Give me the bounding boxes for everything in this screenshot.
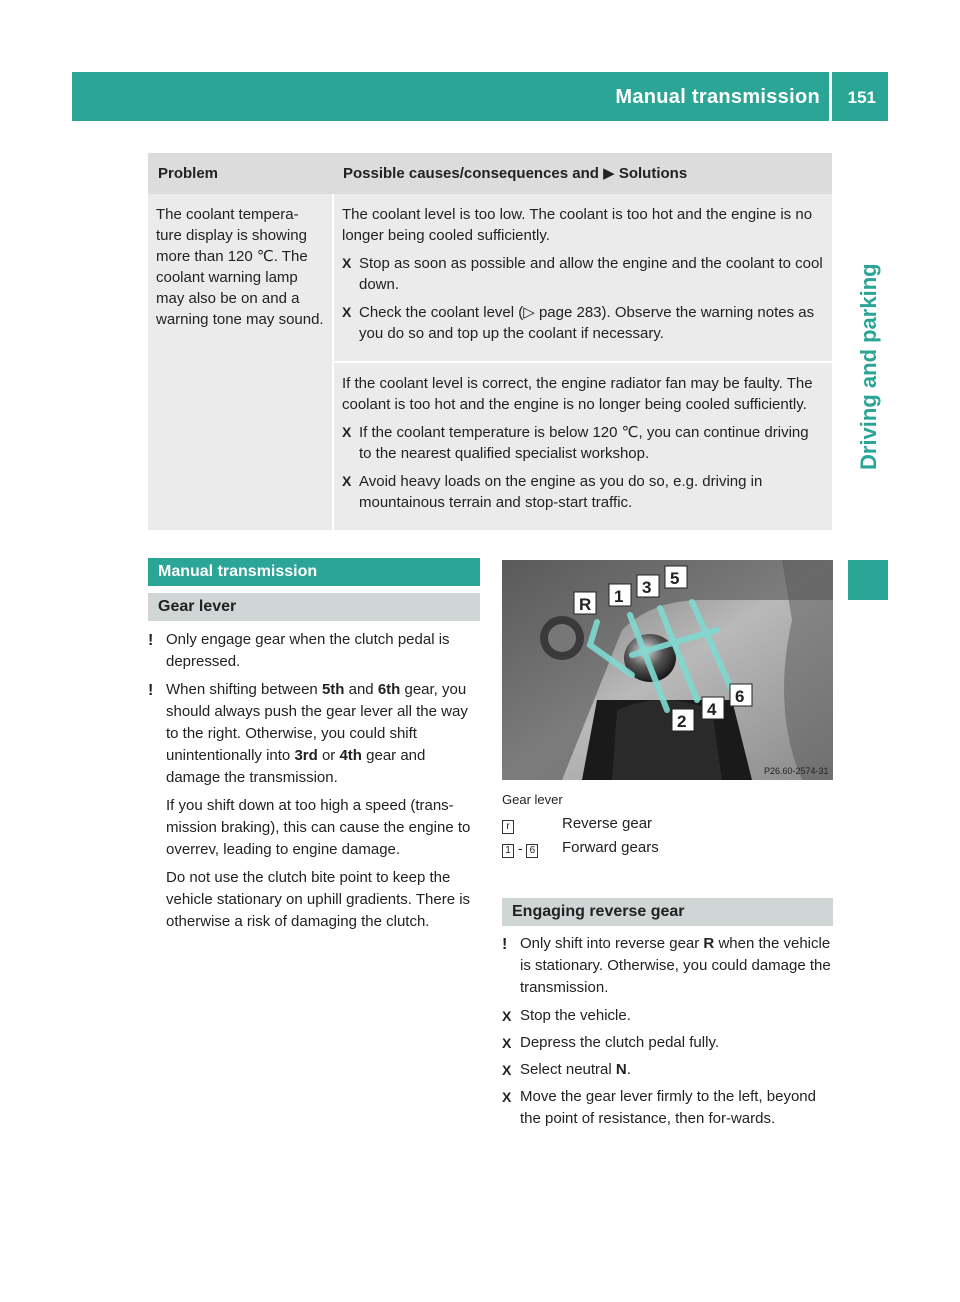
step: X Move the gear lever firmly to the left, beyond the point of resistance, then for-wards. (502, 1088, 816, 1127)
figure-legend (502, 812, 659, 860)
solution-cell-1 (333, 194, 832, 362)
legend-text: Reverse gear (562, 815, 653, 832)
warning-icon: ! (148, 632, 154, 649)
problem-cell: The coolant tempera-ture display is showing more than 120 ℃. The coolant warning lamp may also be on and a warning tone may sound. (148, 194, 333, 530)
arrow-icon: X (342, 255, 352, 271)
gear-label-6: 6 (735, 687, 745, 706)
figure-caption: Gear lever (502, 792, 563, 807)
solution-intro: If the coolant level is correct, the engine radiator fan may be faulty. The coolant is too hot and the engine is no longer being cooled sufficiently. (342, 375, 813, 413)
page-header (72, 72, 888, 121)
side-tab-label: Driving and parking (856, 263, 881, 470)
side-tab-marker (848, 560, 888, 600)
arrow-icon: X (502, 1062, 512, 1078)
subsection-reverse-gear: Engaging reverse gear (502, 898, 833, 926)
legend-text: Forward gears (562, 839, 659, 856)
solution-step: X Stop as soon as possible and allow the engine and the coolant to cool down. (342, 255, 823, 293)
figure-ref: P26.60-2574-31 (764, 766, 829, 776)
arrow-icon: X (502, 1008, 512, 1024)
header-title: Manual transmission (615, 86, 820, 108)
arrow-icon: X (502, 1035, 512, 1051)
arrow-icon: X (342, 304, 352, 320)
warning: ! When shifting between 5th and 6th gear, you should always push the gear lever all the way to the right. Otherwise, you could shift unintentionally into 3rd or 4th gear and damage the transmission. (148, 681, 468, 786)
subsection-gear-lever: Gear lever (148, 593, 480, 621)
solution-step: X Check the coolant level (▷ page 283). Observe the warning notes as you do so and top up the coolant if necessary. (342, 304, 815, 342)
paragraph: If you shift down at too high a speed (trans-mission braking), this can cause the engine to overrev, leading to engine damage. (166, 797, 471, 858)
col-header-solution-suffix: Solutions (618, 165, 688, 182)
gear-label-4: 4 (707, 700, 717, 719)
legend-item (502, 836, 659, 860)
page-number: 151 (847, 88, 876, 107)
solution-cell-2 (333, 362, 832, 530)
step: X Depress the clutch pedal fully. (502, 1032, 836, 1054)
step: X Stop the vehicle. (502, 1005, 836, 1027)
step: X Select neutral N. (502, 1059, 836, 1081)
legend-item (502, 812, 659, 836)
gear-label-r: R (579, 595, 592, 614)
col-header-solution (333, 153, 832, 194)
reverse-gear-text (502, 933, 836, 1135)
col-header-problem: Problem (148, 153, 333, 194)
gear-label-2: 2 (677, 712, 687, 731)
warning-icon: ! (502, 936, 508, 953)
section-title: Manual transmission (148, 558, 480, 586)
gear-lever-text (148, 629, 482, 939)
gear-label-5: 5 (670, 569, 680, 588)
legend-key: 1 - 6 (502, 836, 562, 860)
problem-table (148, 153, 832, 530)
solution-intro: The coolant level is too low. The coolant is too hot and the engine is no longer being cooled sufficiently. (342, 206, 813, 244)
gear-lever-illustration (502, 560, 833, 780)
arrow-icon: X (342, 473, 352, 489)
warning: ! Only engage gear when the clutch pedal is depressed. (148, 631, 450, 670)
arrow-icon: X (502, 1089, 512, 1105)
warning: ! Only shift into reverse gear R when the vehicle is stationary. Otherwise, you could damage the transmission. (502, 935, 831, 996)
solution-step: X Avoid heavy loads on the engine as you do so, e.g. driving in mountainous terrain and stop-start traffic. (342, 473, 763, 511)
solution-step: X If the coolant temperature is below 120 ℃, you can continue driving to the nearest qualified specialist workshop. (342, 424, 809, 462)
arrow-icon: X (342, 424, 352, 440)
warning-icon: ! (148, 682, 154, 699)
arrow-icon: ▶ (603, 165, 615, 182)
gear-label-3: 3 (642, 578, 652, 597)
col-header-solution-prefix: Possible causes/consequences and (343, 165, 599, 182)
legend-key: r (502, 812, 562, 836)
gear-label-1: 1 (614, 587, 624, 606)
header-divider (829, 72, 832, 121)
paragraph: Do not use the clutch bite point to keep the vehicle stationary on uphill gradients. There is otherwise a risk of damaging the clutch. (166, 869, 471, 930)
gear-lever-figure (502, 560, 833, 780)
